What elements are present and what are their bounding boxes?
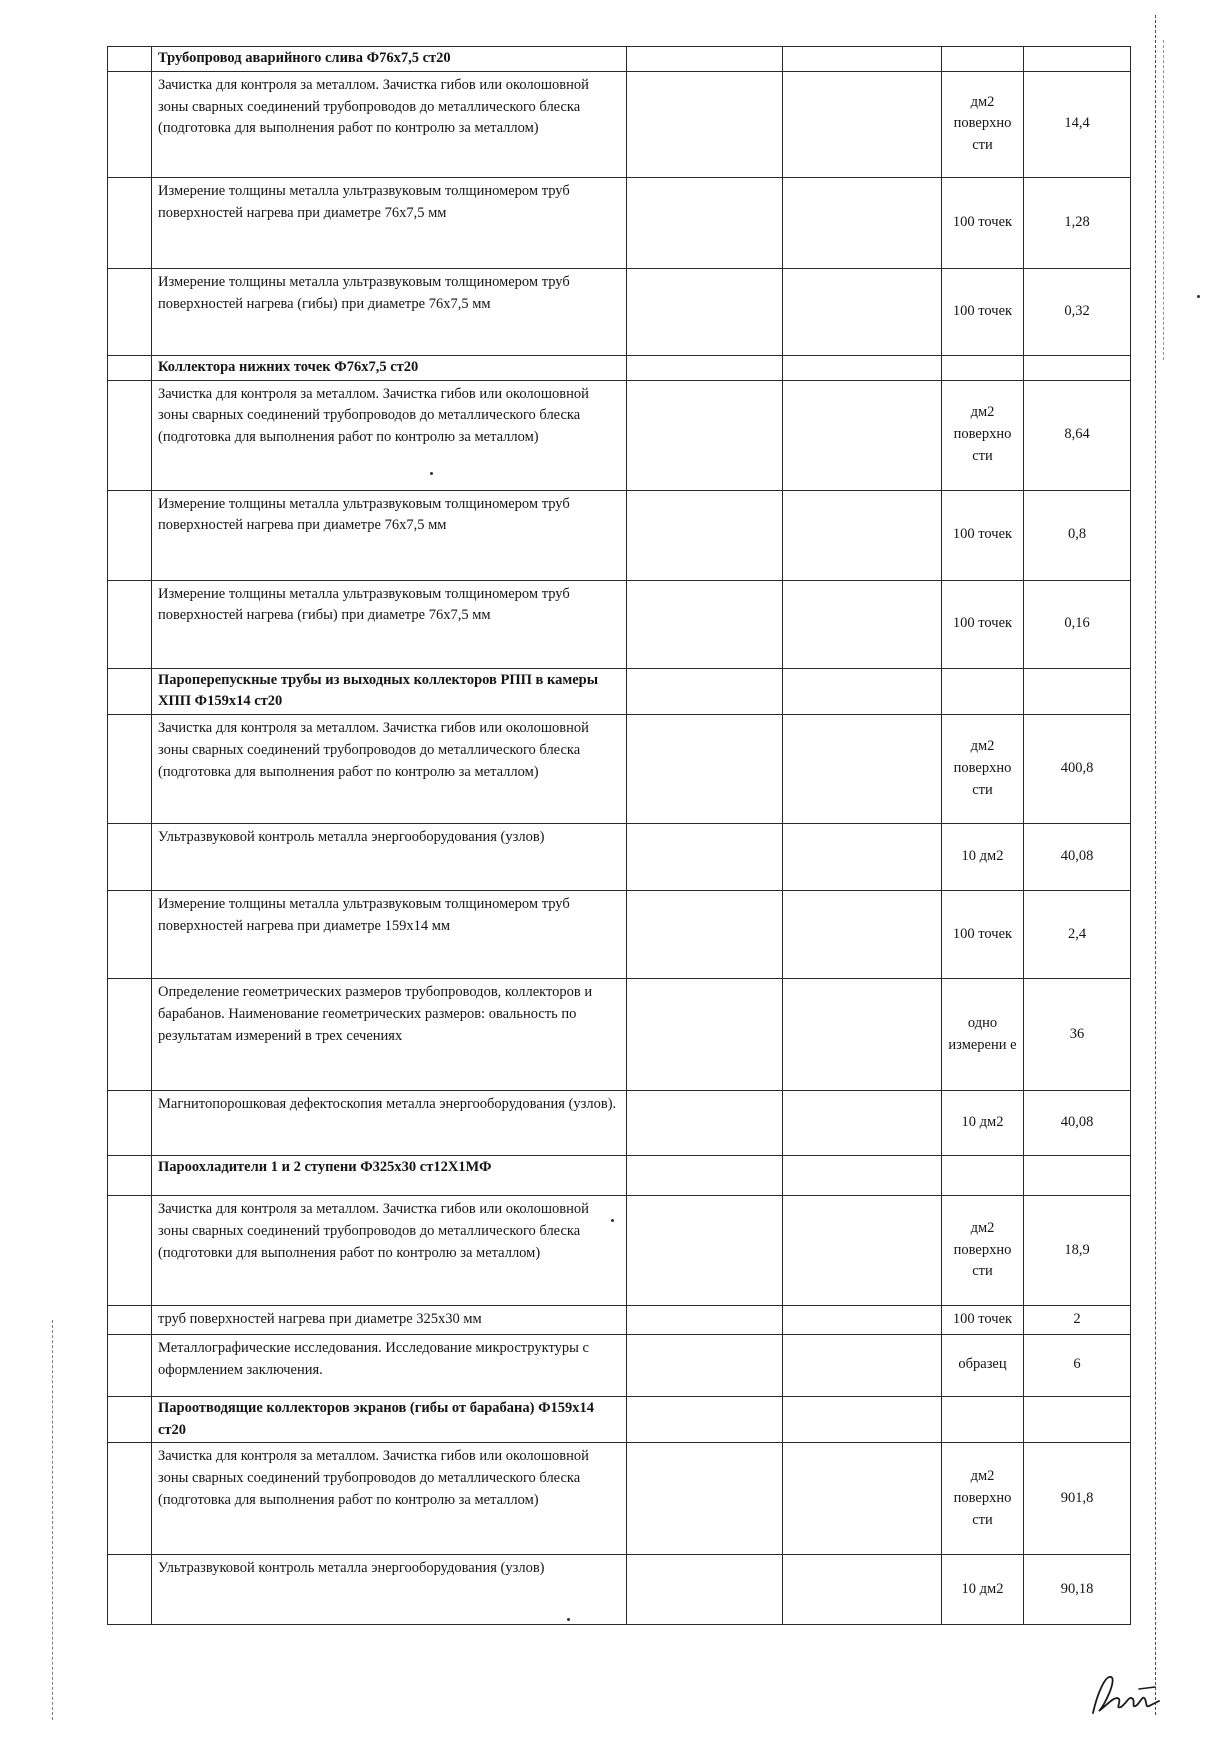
empty-cell [627,177,783,268]
quantity-cell: 36 [1024,979,1131,1091]
number-cell [108,1334,152,1396]
section-title: Пароотводящие коллекторов экранов (гибы от барабана) Ф159х14 ст20 [152,1396,627,1443]
empty-cell [942,1396,1024,1443]
quantity-cell: 2 [1024,1306,1131,1335]
empty-cell [783,380,942,490]
empty-cell [942,47,1024,72]
empty-cell [627,1196,783,1306]
section-row [108,47,1131,72]
empty-cell [627,380,783,490]
work-description: Измерение толщины металла ультразвуковым толщиномером труб поверхностей нагрева при диаметре 76х7,5 мм [152,490,627,580]
scan-dot [567,1618,570,1621]
empty-cell [627,1334,783,1396]
work-description: Измерение толщины металла ультразвуковым толщиномером труб поверхностей нагрева при диаметре 76х7,5 мм [152,177,627,268]
work-description: Зачистка для контроля за металлом. Зачистка гибов или околошовной зоны сварных соединений трубопроводов до металлического блеска (подготовка для выполнения работ по контролю за металлом) [152,1443,627,1555]
scan-edge-right-inner [1163,40,1164,360]
empty-cell [627,1396,783,1443]
unit-cell: 100 точек [942,268,1024,355]
number-cell [108,979,152,1091]
empty-cell [783,490,942,580]
empty-cell [942,668,1024,715]
empty-cell [783,177,942,268]
work-description: Ультразвуковой контроль металла энергооборудования (узлов) [152,824,627,891]
empty-cell [627,47,783,72]
quantity-cell: 0,32 [1024,268,1131,355]
quantity-cell: 8,64 [1024,380,1131,490]
number-cell [108,1091,152,1156]
empty-cell [783,1555,942,1625]
work-description: Зачистка для контроля за металлом. Зачистка гибов или околошовной зоны сварных соединений трубопроводов до металлического блеска (подготовка для выполнения работ по контролю за металлом) [152,715,627,824]
empty-cell [1024,355,1131,380]
work-description: Измерение толщины металла ультразвуковым толщиномером труб поверхностей нагрева (гибы) при диаметре 76х7,5 мм [152,580,627,668]
empty-cell [1024,47,1131,72]
table-row [108,71,1131,177]
empty-cell [627,824,783,891]
empty-cell [627,1156,783,1196]
work-description: Магнитопорошковая дефектоскопия металла энергооборудования (узлов). [152,1091,627,1156]
table-row [108,715,1131,824]
table-row [108,1555,1131,1625]
empty-cell [783,580,942,668]
signature-image [1085,1665,1165,1720]
table-row [108,268,1131,355]
number-cell [108,1443,152,1555]
table-row [108,177,1131,268]
work-description: Измерение толщины металла ультразвуковым толщиномером труб поверхностей нагрева при диаметре 159х14 мм [152,891,627,979]
work-description: труб поверхностей нагрева при диаметре 325х30 мм [152,1306,627,1335]
quantity-cell: 40,08 [1024,824,1131,891]
quantity-cell: 40,08 [1024,1091,1131,1156]
empty-cell [627,1091,783,1156]
unit-cell: 100 точек [942,490,1024,580]
unit-cell: дм2 поверхно сти [942,1443,1024,1555]
table-row [108,380,1131,490]
number-cell [108,47,152,72]
section-row [108,1156,1131,1196]
table-row [108,580,1131,668]
empty-cell [627,891,783,979]
empty-cell [783,1156,942,1196]
quantity-cell: 2,4 [1024,891,1131,979]
table-row [108,824,1131,891]
table-row [108,891,1131,979]
number-cell [108,668,152,715]
number-cell [108,380,152,490]
work-description: Определение геометрических размеров трубопроводов, коллекторов и барабанов. Наименование геометрических размеров: овальность по результатам измерений в трех сечениях [152,979,627,1091]
empty-cell [783,1334,942,1396]
number-cell [108,891,152,979]
number-cell [108,1555,152,1625]
quantity-cell: 400,8 [1024,715,1131,824]
work-description: Измерение толщины металла ультразвуковым толщиномером труб поверхностей нагрева (гибы) при диаметре 76х7,5 мм [152,268,627,355]
number-cell [108,1396,152,1443]
empty-cell [783,47,942,72]
work-description: Ультразвуковой контроль металла энергооборудования (узлов) [152,1555,627,1625]
empty-cell [1024,1156,1131,1196]
table-row [108,1306,1131,1335]
quantity-cell: 0,8 [1024,490,1131,580]
work-table-body [108,47,1131,1625]
empty-cell [783,1306,942,1335]
scan-edge-right [1155,15,1156,1715]
scan-edge-left [52,1320,53,1720]
empty-cell [1024,1396,1131,1443]
empty-cell [783,1196,942,1306]
work-description: Зачистка для контроля за металлом. Зачистка гибов или околошовной зоны сварных соединений трубопроводов до металлического блеска (подготовка для выполнения работ по контролю за металлом) [152,71,627,177]
number-cell [108,177,152,268]
section-row [108,355,1131,380]
empty-cell [627,668,783,715]
number-cell [108,1306,152,1335]
unit-cell: дм2 поверхно сти [942,1196,1024,1306]
work-description: Металлографические исследования. Исследование микроструктуры с оформлением заключения. [152,1334,627,1396]
empty-cell [783,1091,942,1156]
quantity-cell: 0,16 [1024,580,1131,668]
section-row [108,668,1131,715]
work-table [107,46,1131,1625]
unit-cell: 10 дм2 [942,824,1024,891]
table-row [108,1196,1131,1306]
empty-cell [783,715,942,824]
empty-cell [783,668,942,715]
empty-cell [627,715,783,824]
section-title: Пароперепускные трубы из выходных коллекторов РПП в камеры ХПП Ф159х14 ст20 [152,668,627,715]
empty-cell [627,268,783,355]
empty-cell [627,580,783,668]
work-description: Зачистка для контроля за металлом. Зачистка гибов или околошовной зоны сварных соединений трубопроводов до металлического блеска (подготовка для выполнения работ по контролю за металлом) [152,380,627,490]
number-cell [108,1156,152,1196]
number-cell [108,268,152,355]
number-cell [108,1196,152,1306]
empty-cell [783,1443,942,1555]
empty-cell [783,891,942,979]
unit-cell: дм2 поверхно сти [942,715,1024,824]
empty-cell [783,71,942,177]
unit-cell: 100 точек [942,891,1024,979]
number-cell [108,824,152,891]
section-title: Пароохладители 1 и 2 ступени Ф325х30 ст12Х1МФ [152,1156,627,1196]
scan-dot [611,1219,614,1222]
empty-cell [627,979,783,1091]
section-title: Трубопровод аварийного слива Ф76х7,5 ст20 [152,47,627,72]
empty-cell [627,1443,783,1555]
table-row [108,490,1131,580]
quantity-cell: 14,4 [1024,71,1131,177]
empty-cell [1024,668,1131,715]
empty-cell [942,1156,1024,1196]
quantity-cell: 1,28 [1024,177,1131,268]
table-row [108,1091,1131,1156]
scan-dot [1197,295,1200,298]
empty-cell [627,355,783,380]
number-cell [108,715,152,824]
number-cell [108,580,152,668]
unit-cell: одно измерени е [942,979,1024,1091]
table-row [108,1334,1131,1396]
empty-cell [783,268,942,355]
empty-cell [783,1396,942,1443]
table-row [108,979,1131,1091]
empty-cell [627,1555,783,1625]
empty-cell [783,824,942,891]
unit-cell: 100 точек [942,580,1024,668]
quantity-cell: 901,8 [1024,1443,1131,1555]
unit-cell: образец [942,1334,1024,1396]
unit-cell: 100 точек [942,1306,1024,1335]
empty-cell [627,71,783,177]
section-row [108,1396,1131,1443]
quantity-cell: 90,18 [1024,1555,1131,1625]
quantity-cell: 18,9 [1024,1196,1131,1306]
empty-cell [783,355,942,380]
empty-cell [627,490,783,580]
quantity-cell: 6 [1024,1334,1131,1396]
number-cell [108,490,152,580]
table-row [108,1443,1131,1555]
unit-cell: 100 точек [942,177,1024,268]
unit-cell: 10 дм2 [942,1555,1024,1625]
unit-cell: дм2 поверхно сти [942,71,1024,177]
work-description: Зачистка для контроля за металлом. Зачистка гибов или околошовной зоны сварных соединений трубопроводов до металлического блеска (подготовки для выполнения работ по контролю за металлом) [152,1196,627,1306]
empty-cell [783,979,942,1091]
scan-dot [430,472,433,475]
section-title: Коллектора нижних точек Ф76х7,5 ст20 [152,355,627,380]
unit-cell: 10 дм2 [942,1091,1024,1156]
number-cell [108,71,152,177]
number-cell [108,355,152,380]
empty-cell [942,355,1024,380]
empty-cell [627,1306,783,1335]
unit-cell: дм2 поверхно сти [942,380,1024,490]
